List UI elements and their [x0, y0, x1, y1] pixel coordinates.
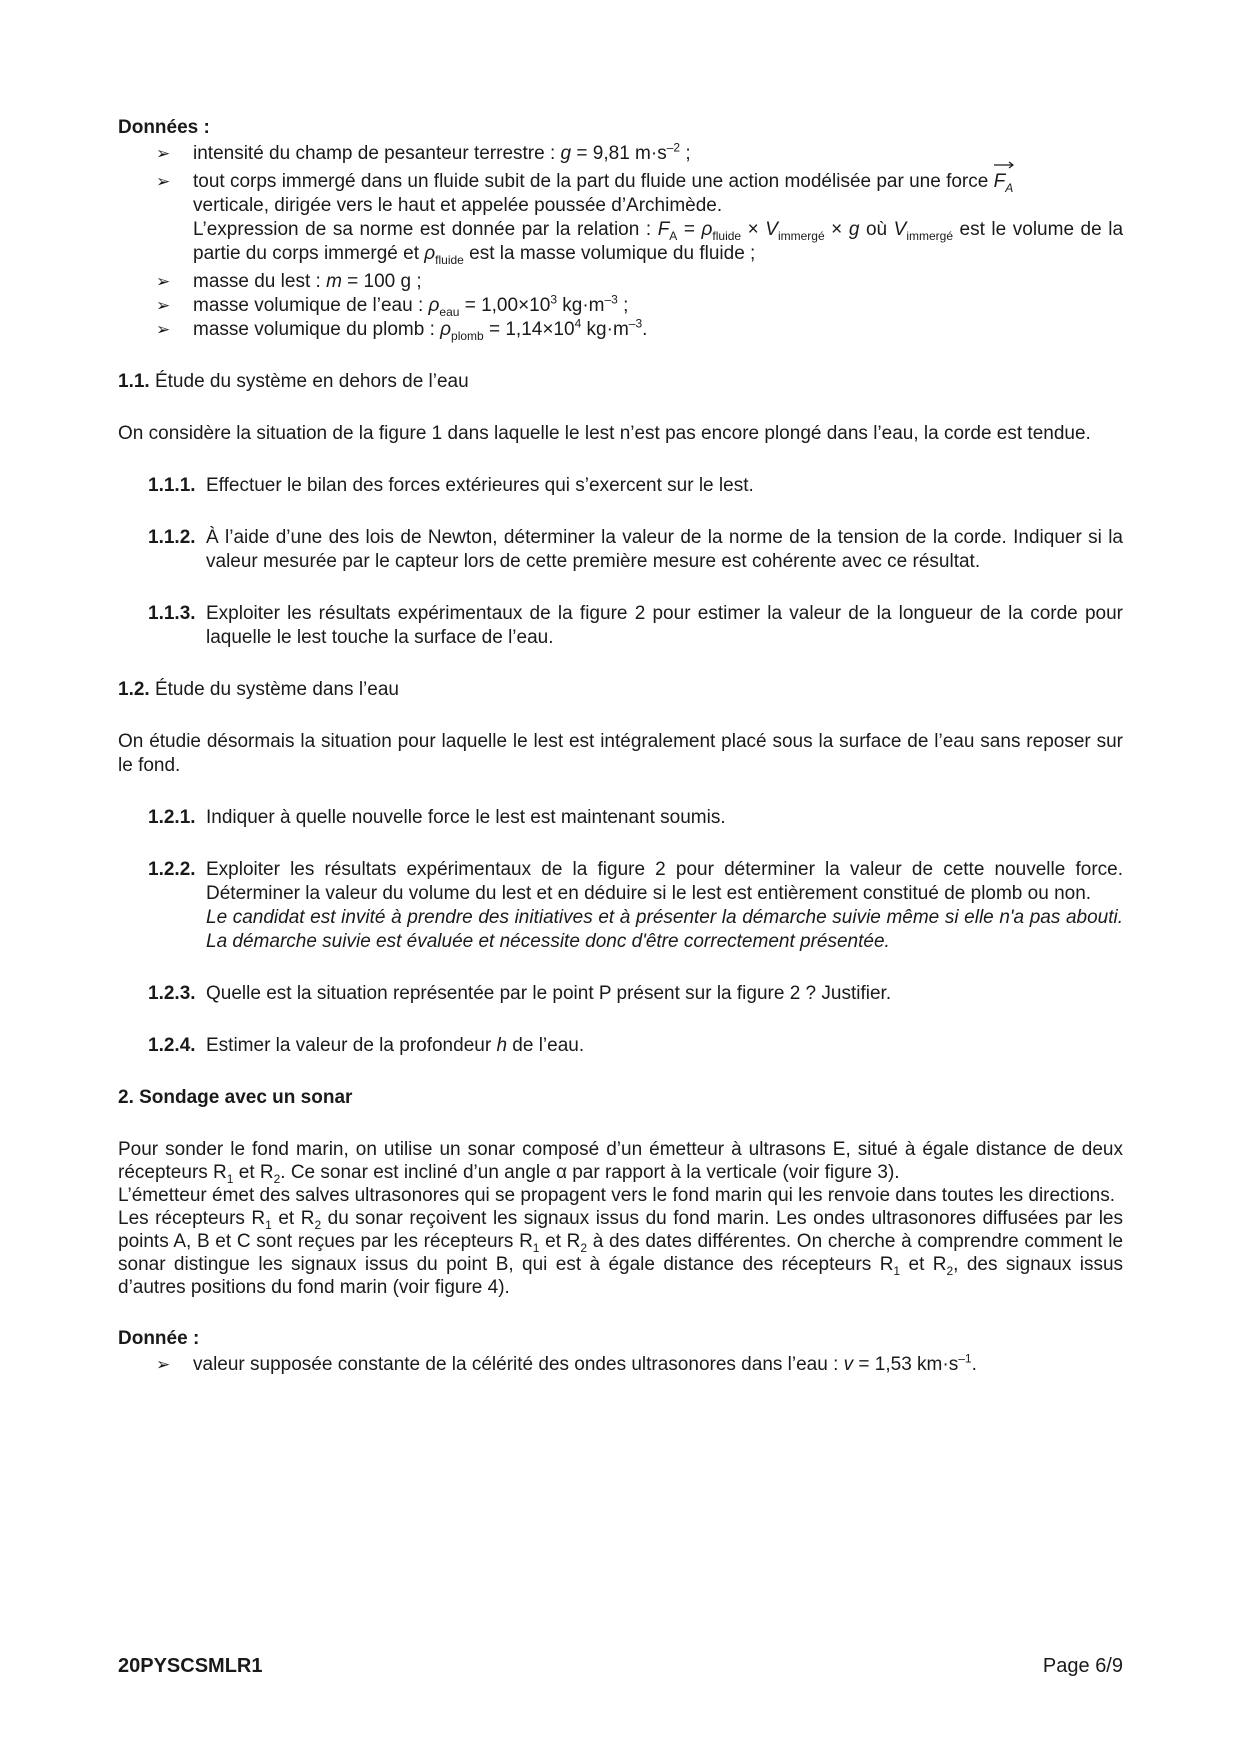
donnees-list	[118, 142, 1123, 342]
instruction-note: Le candidat est invité à prendre des initiatives et à présenter la démarche suivie même si elle n'a pas abouti. La démarche suivie est évaluée et nécessite donc d'être correctement présentée.	[206, 907, 1123, 952]
bullet-arrow-icon: ➢	[156, 320, 171, 339]
force-vector: $F_A$	[994, 170, 1014, 194]
question-1-1-2: 1.1.2. À l’aide d’une des lois de Newton, déterminer la valeur de la norme de la tension de la corde. Indiquer si la valeur mesurée par le capteur lors de cette première mesure est cohérente avec ce résultat.	[148, 527, 1123, 572]
list-item: ➢ tout corps immergé dans un fluide subit de la part du fluide une action modélisée par une force $F_A$ verticale, dirigée vers le haut et appelée poussée d’Archimède. L’expression de sa norme est donnée par la relation : $F_A = \rho_{fluide} \times V_{immergé} \times g$ où $V_{immergé}$ est le volume de la partie du corps immergé et $\rho_{fluide}$ est la masse volumique du fluide ;	[118, 170, 1123, 266]
paragraph-sonar: Pour sonder le fond marin, on utilise un sonar composé d’un émetteur à ultrasons E, situé à égale distance de deux récepteurs $R_1$ et $R_2$. Ce sonar est incliné d’un angle α par rapport à la verticale (voir figure 3).	[118, 1139, 1123, 1186]
donnees-title: Données :	[118, 117, 210, 138]
question-1-2-2: 1.2.2. Exploiter les résultats expérimentaux de la figure 2 pour déterminer la valeur de cette nouvelle force. Déterminer la valeur du volume du lest et en déduire si le lest est entièrement constitué de plomb ou non. Le candidat est invité à prendre des initiatives et à présenter la démarche suivie même si elle n'a pas abouti. La démarche suivie est évaluée et nécessite donc d'être correctement présentée.	[148, 859, 1123, 952]
list-item: ➢ valeur supposée constante de la célérité des ondes ultrasonores dans l’eau : v = 1,53 $km\cdot s^{-1}$.	[156, 1351, 977, 1375]
list-item: ➢ intensité du champ de pesanteur terrestre : g = 9,81 $m\cdot s^{-2}$ ;	[156, 140, 691, 164]
bullet-arrow-icon: ➢	[156, 172, 171, 191]
document-code: 20PYSCSMLR1	[118, 1655, 263, 1677]
bullet-arrow-icon: ➢	[156, 272, 171, 291]
list-item: ➢ masse volumique du plomb : $\rho_{plomb} = 1,14\times 10^4$ $kg\cdot m^{-3}$.	[156, 316, 648, 343]
vector-arrow-icon	[994, 161, 1014, 169]
bullet-arrow-icon: ➢	[156, 144, 171, 163]
question-1-1-1: 1.1.1. Effectuer le bilan des forces extérieures qui s’exercent sur le lest.	[148, 475, 754, 496]
section-intro-1-1: On considère la situation de la figure 1 dans laquelle le lest n’est pas encore plongé dans l’eau, la corde est tendue.	[118, 423, 1091, 444]
page-content	[118, 116, 1123, 1377]
section-heading-1-1: 1.1. Étude du système en dehors de l’eau	[118, 371, 469, 392]
bullet-arrow-icon: ➢	[156, 1355, 171, 1374]
page-number: Page 6/9	[1042, 1655, 1123, 1677]
bullet-arrow-icon: ➢	[156, 296, 171, 315]
question-1-1-3: 1.1.3. Exploiter les résultats expérimentaux de la figure 2 pour estimer la valeur de la longueur de la corde pour laquelle le lest touche la surface de l’eau.	[148, 603, 1123, 648]
question-1-2-3: 1.2.3. Quelle est la situation représentée par le point P présent sur la figure 2 ? Justifier.	[148, 983, 892, 1004]
paragraph-emission: L’émetteur émet des salves ultrasonores qui se propagent vers le fond marin qui les renvoie dans toutes les directions.	[118, 1185, 1115, 1206]
list-item: ➢ masse volumique de l’eau : $\rho_{eau} = 1,00\times 10^3$ $kg\cdot m^{-3}$ ;	[156, 292, 629, 319]
question-1-2-4: 1.2.4. Estimer la valeur de la profondeur h de l’eau.	[148, 1035, 585, 1056]
donnee-list	[118, 1353, 1123, 1377]
page-footer	[118, 1654, 1123, 1678]
section-intro-1-2: On étudie désormais la situation pour laquelle le lest est intégralement placé sous la surface de l’eau sans reposer sur le fond.	[118, 731, 1123, 776]
donnee-title: Donnée :	[118, 1328, 200, 1349]
question-1-2-1: 1.2.1. Indiquer à quelle nouvelle force le lest est maintenant soumis.	[148, 807, 726, 828]
list-item: ➢ masse du lest : m = 100 g ;	[156, 271, 422, 292]
section-heading-2: 2. Sondage avec un sonar	[118, 1087, 353, 1108]
paragraph-reception: Les récepteurs $R_1$ et $R_2$ du sonar reçoivent les signaux issus du fond marin. Les ondes ultrasonores diffusées par les points A, B et C sont reçues par les récepteurs $R_1$ et $R_2$ à des dates différentes. On cherche à comprendre comment le sonar distingue les signaux issus du point B, qui est à égale distance des récepteurs $R_1$ et $R_2$, des signaux issus d’autres positions du fond marin (voir figure 4).	[118, 1208, 1124, 1298]
section-heading-1-2: 1.2. Étude du système dans l’eau	[118, 679, 399, 700]
